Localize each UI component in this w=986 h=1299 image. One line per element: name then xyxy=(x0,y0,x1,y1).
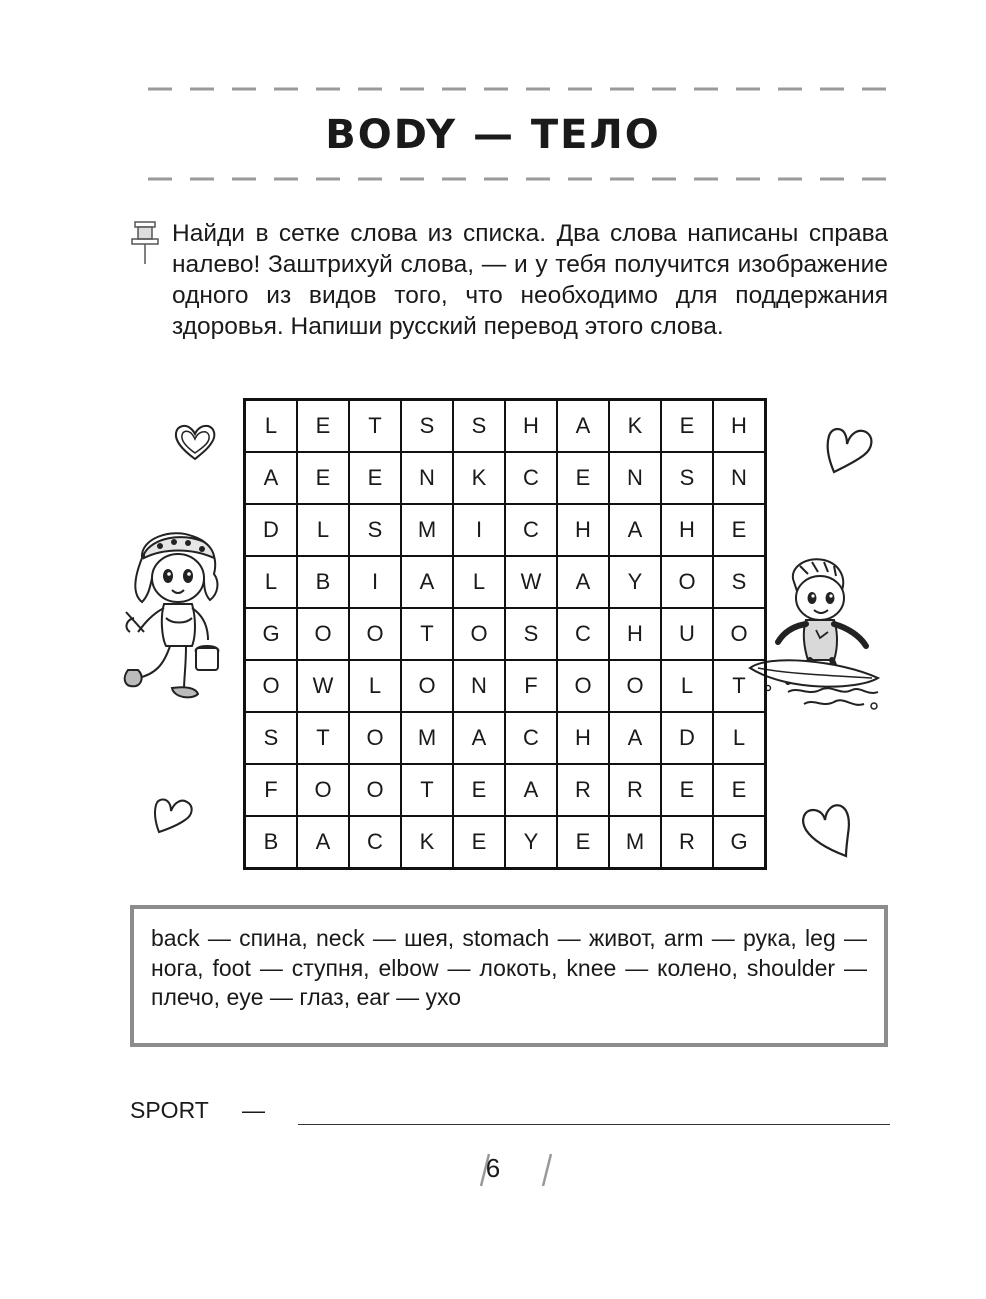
grid-cell[interactable]: N xyxy=(609,452,661,504)
grid-cell[interactable]: S xyxy=(713,556,766,608)
grid-cell[interactable]: I xyxy=(349,556,401,608)
grid-cell[interactable]: O xyxy=(349,608,401,660)
grid-cell[interactable]: O xyxy=(349,764,401,816)
grid-cell[interactable]: E xyxy=(453,764,505,816)
grid-cell[interactable]: L xyxy=(453,556,505,608)
grid-cell[interactable]: L xyxy=(713,712,766,764)
grid-cell[interactable]: E xyxy=(349,452,401,504)
grid-cell[interactable]: B xyxy=(245,816,298,869)
grid-row xyxy=(245,660,766,712)
grid-cell[interactable]: E xyxy=(713,504,766,556)
grid-cell[interactable]: O xyxy=(349,712,401,764)
grid-cell[interactable]: A xyxy=(453,712,505,764)
grid-cell[interactable]: D xyxy=(245,504,298,556)
word-list-text: back — спина, neck — шея, stomach — живот, arm — рука, leg — нога, foot — ступня, elbow — локоть, knee — колено, shoulder — плечо, eye — глаз, ear — ухо xyxy=(151,925,867,1010)
grid-row xyxy=(245,712,766,764)
grid-cell[interactable]: E xyxy=(661,764,713,816)
grid-cell[interactable]: A xyxy=(297,816,349,869)
grid-cell[interactable]: E xyxy=(557,452,609,504)
grid-cell[interactable]: S xyxy=(661,452,713,504)
grid-cell[interactable]: C xyxy=(505,452,557,504)
grid-cell[interactable]: E xyxy=(713,764,766,816)
word-list-box xyxy=(130,905,888,1047)
heart-icon xyxy=(800,800,852,860)
grid-cell[interactable]: E xyxy=(297,452,349,504)
grid-cell[interactable]: C xyxy=(505,712,557,764)
grid-cell[interactable]: A xyxy=(505,764,557,816)
grid-row xyxy=(245,816,766,869)
grid-cell[interactable]: N xyxy=(453,660,505,712)
grid-cell[interactable]: O xyxy=(713,608,766,660)
answer-dash: — xyxy=(242,1097,265,1123)
grid-cell[interactable]: K xyxy=(453,452,505,504)
heart-icon xyxy=(172,422,218,462)
grid-cell[interactable]: S xyxy=(453,400,505,453)
grid-cell[interactable]: T xyxy=(713,660,766,712)
grid-row xyxy=(245,452,766,504)
grid-cell[interactable]: H xyxy=(713,400,766,453)
grid-cell[interactable]: F xyxy=(505,660,557,712)
grid-cell[interactable]: C xyxy=(557,608,609,660)
grid-cell[interactable]: R xyxy=(557,764,609,816)
grid-cell[interactable]: S xyxy=(505,608,557,660)
grid-cell[interactable]: O xyxy=(401,660,453,712)
surfer-boy-illustration xyxy=(748,556,888,726)
grid-cell[interactable]: K xyxy=(609,400,661,453)
grid-cell[interactable]: O xyxy=(609,660,661,712)
grid-cell[interactable]: L xyxy=(245,400,298,453)
answer-input-line[interactable] xyxy=(298,1124,890,1125)
grid-cell[interactable]: T xyxy=(401,764,453,816)
word-search-grid xyxy=(243,398,767,870)
right-slash-decoration xyxy=(541,1152,553,1188)
grid-cell[interactable]: T xyxy=(297,712,349,764)
grid-cell[interactable]: K xyxy=(401,816,453,869)
grid-row xyxy=(245,504,766,556)
grid-cell[interactable]: H xyxy=(557,504,609,556)
grid-cell[interactable]: C xyxy=(505,504,557,556)
grid-cell[interactable]: A xyxy=(609,712,661,764)
grid-cell[interactable]: D xyxy=(661,712,713,764)
grid-cell[interactable]: H xyxy=(557,712,609,764)
grid-cell[interactable]: L xyxy=(297,504,349,556)
pushpin-icon xyxy=(127,218,163,266)
grid-cell[interactable]: W xyxy=(505,556,557,608)
grid-cell[interactable]: L xyxy=(245,556,298,608)
grid-cell[interactable]: S xyxy=(349,504,401,556)
grid-cell[interactable]: A xyxy=(401,556,453,608)
grid-cell[interactable]: B xyxy=(297,556,349,608)
grid-cell[interactable]: A xyxy=(609,504,661,556)
grid-cell[interactable]: E xyxy=(557,816,609,869)
grid-cell[interactable]: E xyxy=(297,400,349,453)
grid-cell[interactable]: L xyxy=(661,660,713,712)
grid-cell[interactable]: Y xyxy=(505,816,557,869)
grid-cell[interactable]: F xyxy=(245,764,298,816)
grid-cell[interactable]: O xyxy=(297,764,349,816)
grid-cell[interactable]: W xyxy=(297,660,349,712)
grid-cell[interactable]: Y xyxy=(609,556,661,608)
grid-cell[interactable]: H xyxy=(609,608,661,660)
grid-cell[interactable]: U xyxy=(661,608,713,660)
grid-cell[interactable]: G xyxy=(713,816,766,869)
grid-cell[interactable]: O xyxy=(453,608,505,660)
heart-icon xyxy=(824,420,878,476)
grid-cell[interactable]: R xyxy=(661,816,713,869)
grid-cell[interactable]: M xyxy=(401,712,453,764)
girl-illustration xyxy=(112,528,242,708)
grid-cell[interactable]: S xyxy=(245,712,298,764)
grid-cell[interactable]: T xyxy=(349,400,401,453)
grid-cell[interactable]: I xyxy=(453,504,505,556)
grid-cell[interactable]: S xyxy=(401,400,453,453)
grid-row xyxy=(245,556,766,608)
grid-cell[interactable]: G xyxy=(245,608,298,660)
grid-cell[interactable]: A xyxy=(557,400,609,453)
grid-cell[interactable]: H xyxy=(505,400,557,453)
heart-icon xyxy=(152,792,196,836)
grid-cell[interactable]: R xyxy=(609,764,661,816)
grid-cell[interactable]: E xyxy=(661,400,713,453)
instructions-text: Найди в сетке слова из списка. Два слова написаны справа налево! Заштрихуй слова, — и у тебя получится изображение одного из видов того, что необходимо для поддержания здоровья. Напиши русский перевод этого слова. xyxy=(172,220,888,340)
grid-cell[interactable]: N xyxy=(401,452,453,504)
grid-row xyxy=(245,764,766,816)
grid-row xyxy=(245,400,766,453)
grid-cell[interactable]: O xyxy=(297,608,349,660)
bottom-dashed-line xyxy=(148,176,888,182)
grid-cell[interactable]: N xyxy=(713,452,766,504)
grid-cell[interactable]: H xyxy=(661,504,713,556)
grid-cell[interactable]: E xyxy=(453,816,505,869)
page-number: 6 xyxy=(485,1153,501,1183)
page-title: BODY — ТЕЛО xyxy=(325,112,661,158)
grid-cell[interactable]: O xyxy=(557,660,609,712)
grid-cell[interactable]: O xyxy=(245,660,298,712)
grid-cell[interactable]: T xyxy=(401,608,453,660)
grid-cell[interactable]: M xyxy=(401,504,453,556)
grid-cell[interactable]: O xyxy=(661,556,713,608)
answer-label: SPORT xyxy=(130,1097,209,1123)
grid-cell[interactable]: A xyxy=(557,556,609,608)
grid-cell[interactable]: A xyxy=(245,452,298,504)
grid-cell[interactable]: M xyxy=(609,816,661,869)
grid-cell[interactable]: L xyxy=(349,660,401,712)
grid-cell[interactable]: C xyxy=(349,816,401,869)
grid-row xyxy=(245,608,766,660)
top-dashed-line xyxy=(148,86,888,92)
